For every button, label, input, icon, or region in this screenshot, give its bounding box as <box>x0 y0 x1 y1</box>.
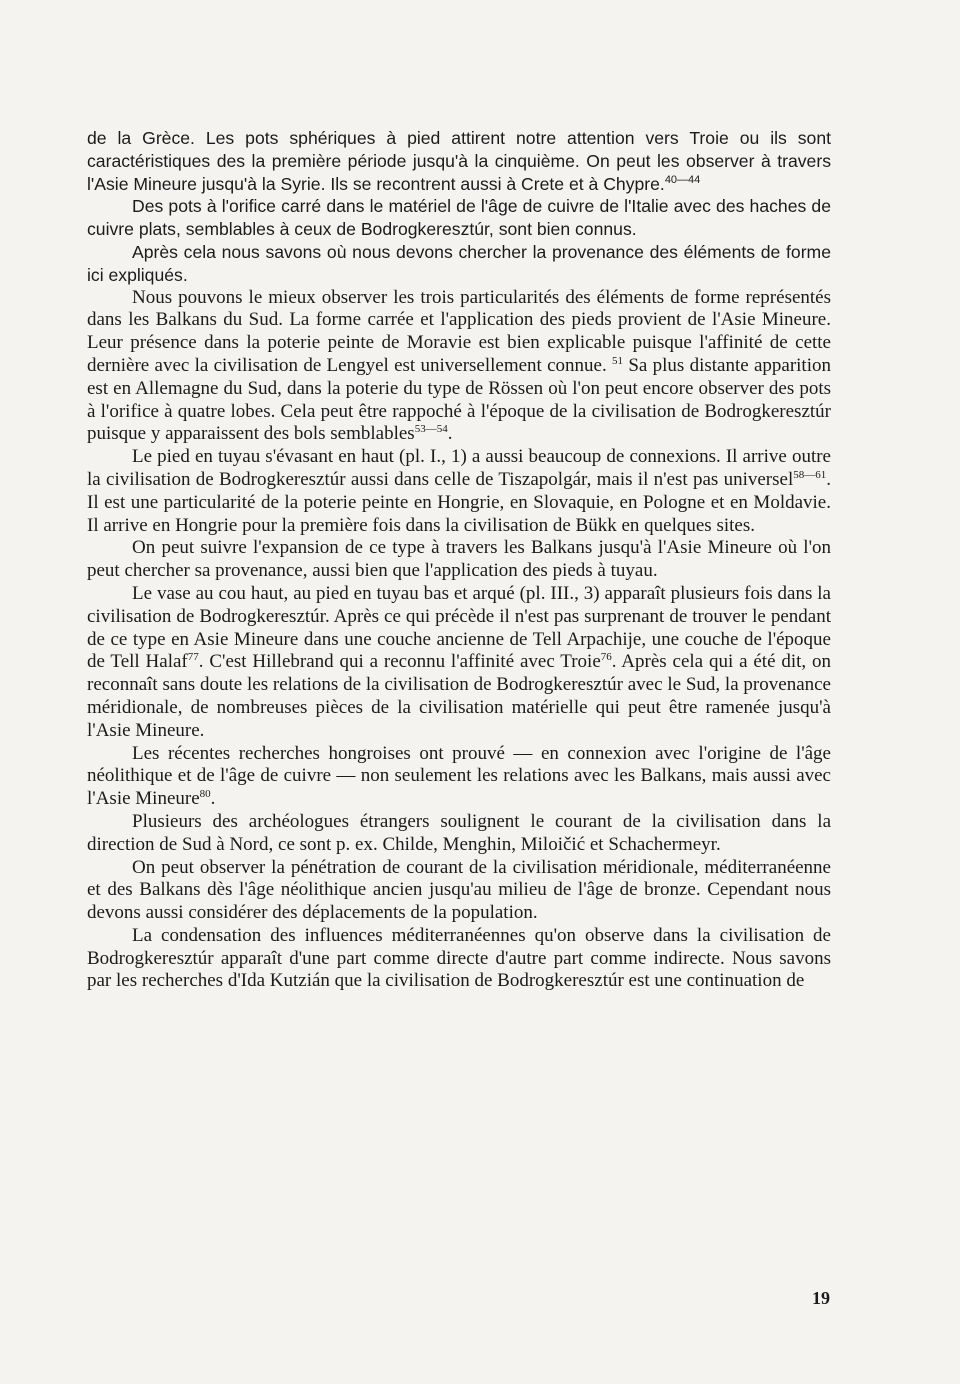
page-body <box>87 127 831 993</box>
paragraph-9: Plusieurs des archéologues étrangers soulignent le courant de la civilisation dans la direction de Sud à Nord, ce sont p. ex. Childe, Menghin, Miloičić et Schachermeyr. <box>87 810 831 855</box>
paragraph-7: Le vase au cou haut, au pied en tuyau bas et arqué (pl. III., 3) apparaît plusieurs fois dans la civilisation de Bodrogkeresztúr. Après ce qui précède il n'est pas surprenant de trouver le pendant de ce type en Asie Mineure dans une couche ancienne de Tell Arpachije, une couche de l'époque de Tell Halaf$^{77}$. C'est Hillebrand qui a reconnu l'affinité avec Troie$^{76}$. Après cela qui a été dit, on reconnaît sans doute les relations de la civilisation de Bodrogkeresztúr avec le Sud, la provenance méridionale, de nombreuses pièces de la civilisation matérielle qui peut être ramenée jusqu'à l'Asie Mineure. <box>87 582 831 741</box>
paragraph-3: Après cela nous savons où nous devons chercher la provenance des éléments de forme ici expliqués. <box>87 241 831 285</box>
paragraph-5: Le pied en tuyau s'évasant en haut (pl. I., 1) a aussi beaucoup de connexions. Il arrive outre la civilisation de Bodrogkeresztúr aussi dans celle de Tiszapolgár, mais il n'est pas universel$^{58—61}$. Il est une particularité de la poterie peinte en Hongrie, en Slovaquie, en Pologne et en Moldavie. Il arrive en Hongrie pour la première fois dans la civilisation de Bükk en quelques sites. <box>87 446 831 536</box>
paragraph-11: La condensation des influences méditerranéennes qu'on observe dans la civilisation de Bodrogkeresztúr apparaît d'une part comme directe d'autre part comme indirecte. Nous savons par les recherches d'Ida Kutzián que la civilisation de Bodrogkeresztúr est une continuation de <box>87 924 831 992</box>
page-number: 19 <box>812 1288 830 1308</box>
paragraph-1: de la Grèce. Les pots sphériques à pied attirent notre attention vers Troie ou ils sont caractéristiques des la première période jusqu'à la cinquième. On peut les observer à travers l'Asie Mineure jusqu'à la Syrie. Ils se recontrent aussi à Crete et à Chypre.$^{40—44}$ <box>87 128 831 194</box>
paragraph-4: Nous pouvons le mieux observer les trois particularités des éléments de forme représentés dans les Balkans du Sud. La forme carrée et l'application des pieds provient de l'Asie Mineure. Leur présence dans la poterie peinte de Moravie est bien explicable puisque l'affinité de cette dernière avec la civilisation de Lengyel est universellement connue. $^{51}$ Sa plus distante apparition est en Allemagne du Sud, dans la poterie du type de Rössen où l'on peut encore observer des pots à l'orifice à quatre lobes. Cela peut être rappoché à l'époque de la civilisation de Bodrogkeresztúr puisque y apparaissent des bols semblables$^{53—54}$. <box>87 286 831 445</box>
paragraph-10: On peut observer la pénétration de courant de la civilisation méridionale, méditerranéenne et des Balkans dès l'âge néolithique ancien jusqu'au milieu de l'âge de bronze. Cependant nous devons aussi considérer des déplacements de la population. <box>87 856 831 924</box>
paragraph-6: On peut suivre l'expansion de ce type à travers les Balkans jusqu'à l'Asie Mineure où l'on peut chercher sa provenance, aussi bien que l'application des pieds à tuyau. <box>87 537 831 582</box>
paragraph-8: Les récentes recherches hongroises ont prouvé — en connexion avec l'origine de l'âge néolithique et de l'âge de cuivre — non seulement les relations avec les Balkans, mais aussi avec l'Asie Mineure$^{80}$. <box>87 742 831 810</box>
paragraph-2: Des pots à l'orifice carré dans le matériel de l'âge de cuivre de l'Italie avec des haches de cuivre plats, semblables à ceux de Bodrogkeresztúr, sont bien connus. <box>87 196 831 240</box>
